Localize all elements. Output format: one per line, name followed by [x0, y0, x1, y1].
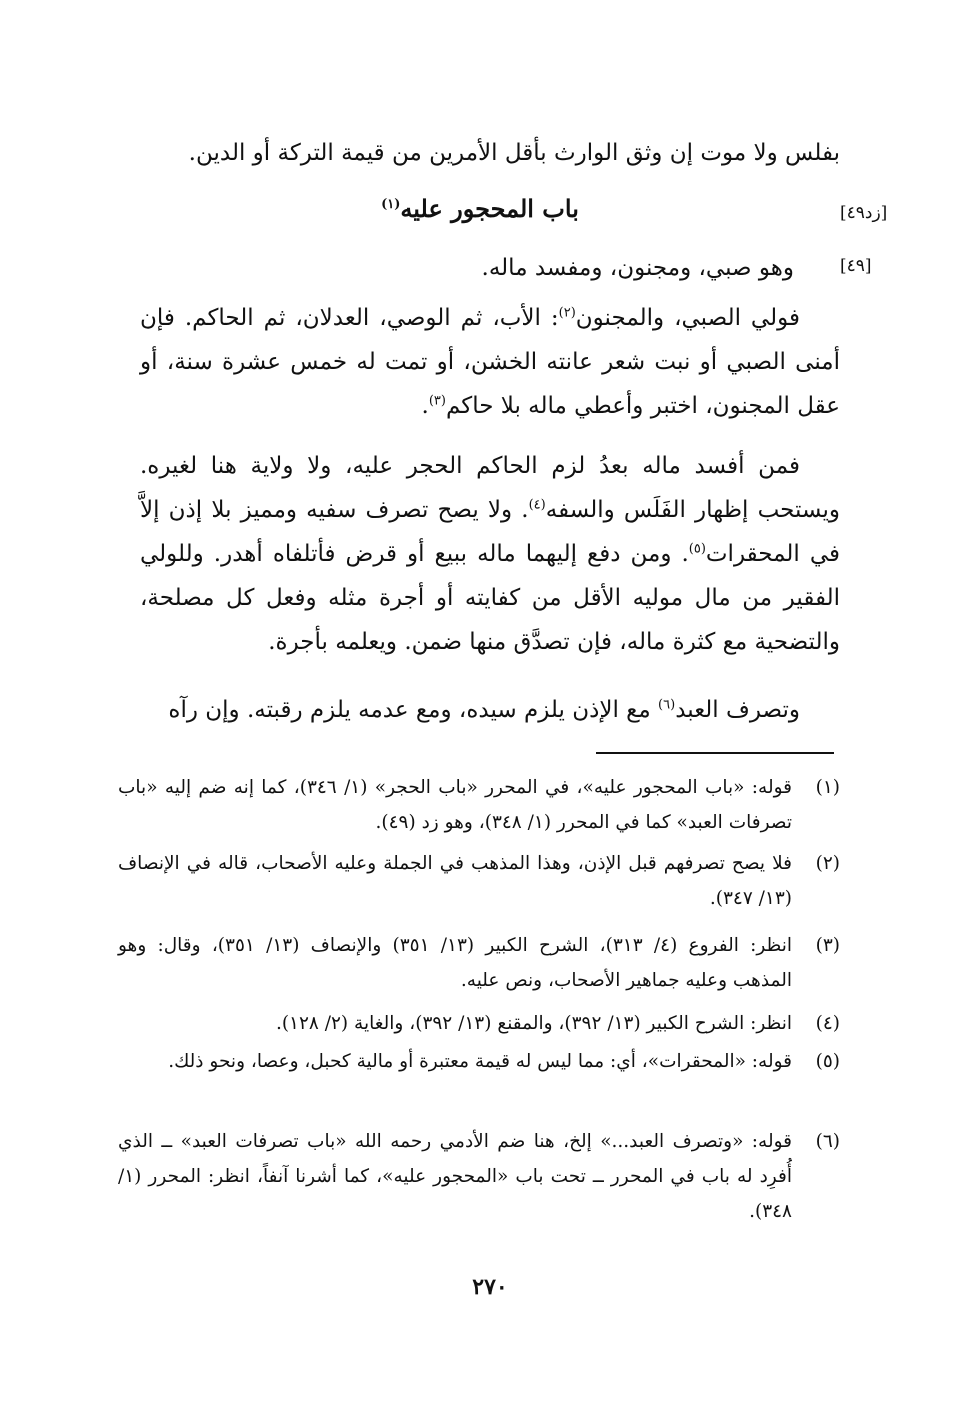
paragraph-1: وهو صبي، ومجنون، ومفسد ماله. [481, 255, 794, 281]
footnote-number: (٦) [815, 1131, 840, 1152]
paragraph-4-b: مع الإذن يلزم سيده، ومع عدمه يلزم رقبته. وإن رآه [168, 697, 659, 723]
paragraph-2-b: : الأب، ثم الوصي، العدلان، ثم الحاكم. فإن أمنى الصبي أو نبت شعر عانته الخشن، أو تمت له خمس عشرة سنة، أو عقل المجنون، اختبر وأعطي ماله بلا حاكم [140, 305, 840, 419]
footnote-text: انظر: الفروع (٤/ ٣١٣)، الشرح الكبير (١٣/ ٣٥١) والإنصاف (١٣/ ٣٥١)، وقال: وهو المذهب وعليه جماهير الأصحاب، ونص عليه. [118, 935, 793, 991]
paragraph-2 [140, 296, 840, 428]
footnote-ref-3: (٣) [428, 393, 446, 409]
section-heading [360, 194, 600, 223]
footnote-number: (٥) [815, 1051, 840, 1072]
paragraph-3-a: فمن أفسد ماله بعدُ لزم الحاكم الحجر عليه، ولا ولاية هنا لغيره. ويستحب إظهار الفَلَس والسفه [140, 453, 840, 523]
footnote-text: قوله: «باب المحجور عليه»، في المحرر «باب الحجر» (١/ ٣٤٦)، كما إنه ضم إليه «باب تصرفات العبد» كما في المحرر (١/ ٣٤٨)، وهو زد (٤٩). [118, 777, 792, 833]
footnote-number: (٢) [815, 853, 840, 874]
footnote-6 [118, 1124, 840, 1229]
continuation-line: بفلس ولا موت إن وثق الوارث بأقل الأمرين من قيمة التركة أو الدين. [188, 140, 840, 166]
paragraph-4 [140, 688, 840, 732]
margin-marker-49: [٤٩] [840, 256, 872, 276]
footnote-text: قوله: «المحقرات»، أي: مما ليس له قيمة معتبرة أو مالية كحبل، وعصا، ونحو ذلك. [168, 1051, 792, 1072]
footnote-number: (٣) [815, 935, 840, 956]
paragraph-2-a: فولي الصبي، والمجنون [575, 305, 800, 331]
footnote-ref-1: (١) [381, 197, 401, 212]
footnote-number: (٤) [815, 1013, 840, 1034]
footnote-ref-5: (٥) [688, 541, 706, 557]
paragraph-3 [140, 444, 840, 664]
footnote-number: (١) [815, 777, 840, 798]
footnote-text: انظر: الشرح الكبير (١٣/ ٣٩٢)، والمقنع (١٣/ ٣٩٢)، والغاية (٢/ ١٢٨). [275, 1013, 792, 1034]
footnote-5 [118, 1044, 840, 1079]
footnote-ref-4: (٤) [528, 497, 546, 513]
footnote-3 [118, 928, 840, 998]
page-number: ٢٧٠ [472, 1274, 508, 1300]
footnote-1 [118, 770, 840, 840]
paragraph-4-a: وتصرف العبد [675, 697, 800, 723]
footnote-ref-6: (٦) [658, 697, 676, 713]
footnote-2 [118, 846, 840, 916]
paragraph-3-b: . ولا يصح تصرف سفيه ومميز بلا إذن إلاَّ في المحقرات [140, 497, 840, 567]
margin-marker-zad49: [زد٤٩] [840, 203, 888, 223]
footnote-separator [596, 752, 834, 754]
paragraph-2-c: . [421, 393, 429, 419]
paragraph-3-c: . ومن دفع إليهما ماله ببيع أو قرض فأتلفاه أهدر. وللولي الفقير من مال موليه الأقل من كفايته أو أجرة مثله وفعل كل مصلحة، والتضحية مع كثرة ماله، فإن تصدَّق منها ضمن. ويعلمه بأجرة. [140, 541, 840, 655]
section-heading-title: باب المحجور عليه [400, 194, 579, 223]
footnote-text: فلا يصح تصرفهم قبل الإذن، وهذا المذهب في الجملة وعليه الأصحاب، قاله في الإنصاف (١٣/ ٣٤٧). [118, 853, 792, 909]
footnote-4 [118, 1006, 840, 1041]
footnote-ref-2: (٢) [558, 305, 576, 321]
footnote-text: قوله: «وتصرف العبد...» إلخ، هنا ضم الأدمي رحمه الله «باب تصرفات العبد» ــ الذي أُفرِد له باب في المحرر ــ تحت باب «المحجور عليه»، كما أشرنا آنفاً، انظر: المحرر (١/ ٣٤٨). [118, 1131, 792, 1222]
